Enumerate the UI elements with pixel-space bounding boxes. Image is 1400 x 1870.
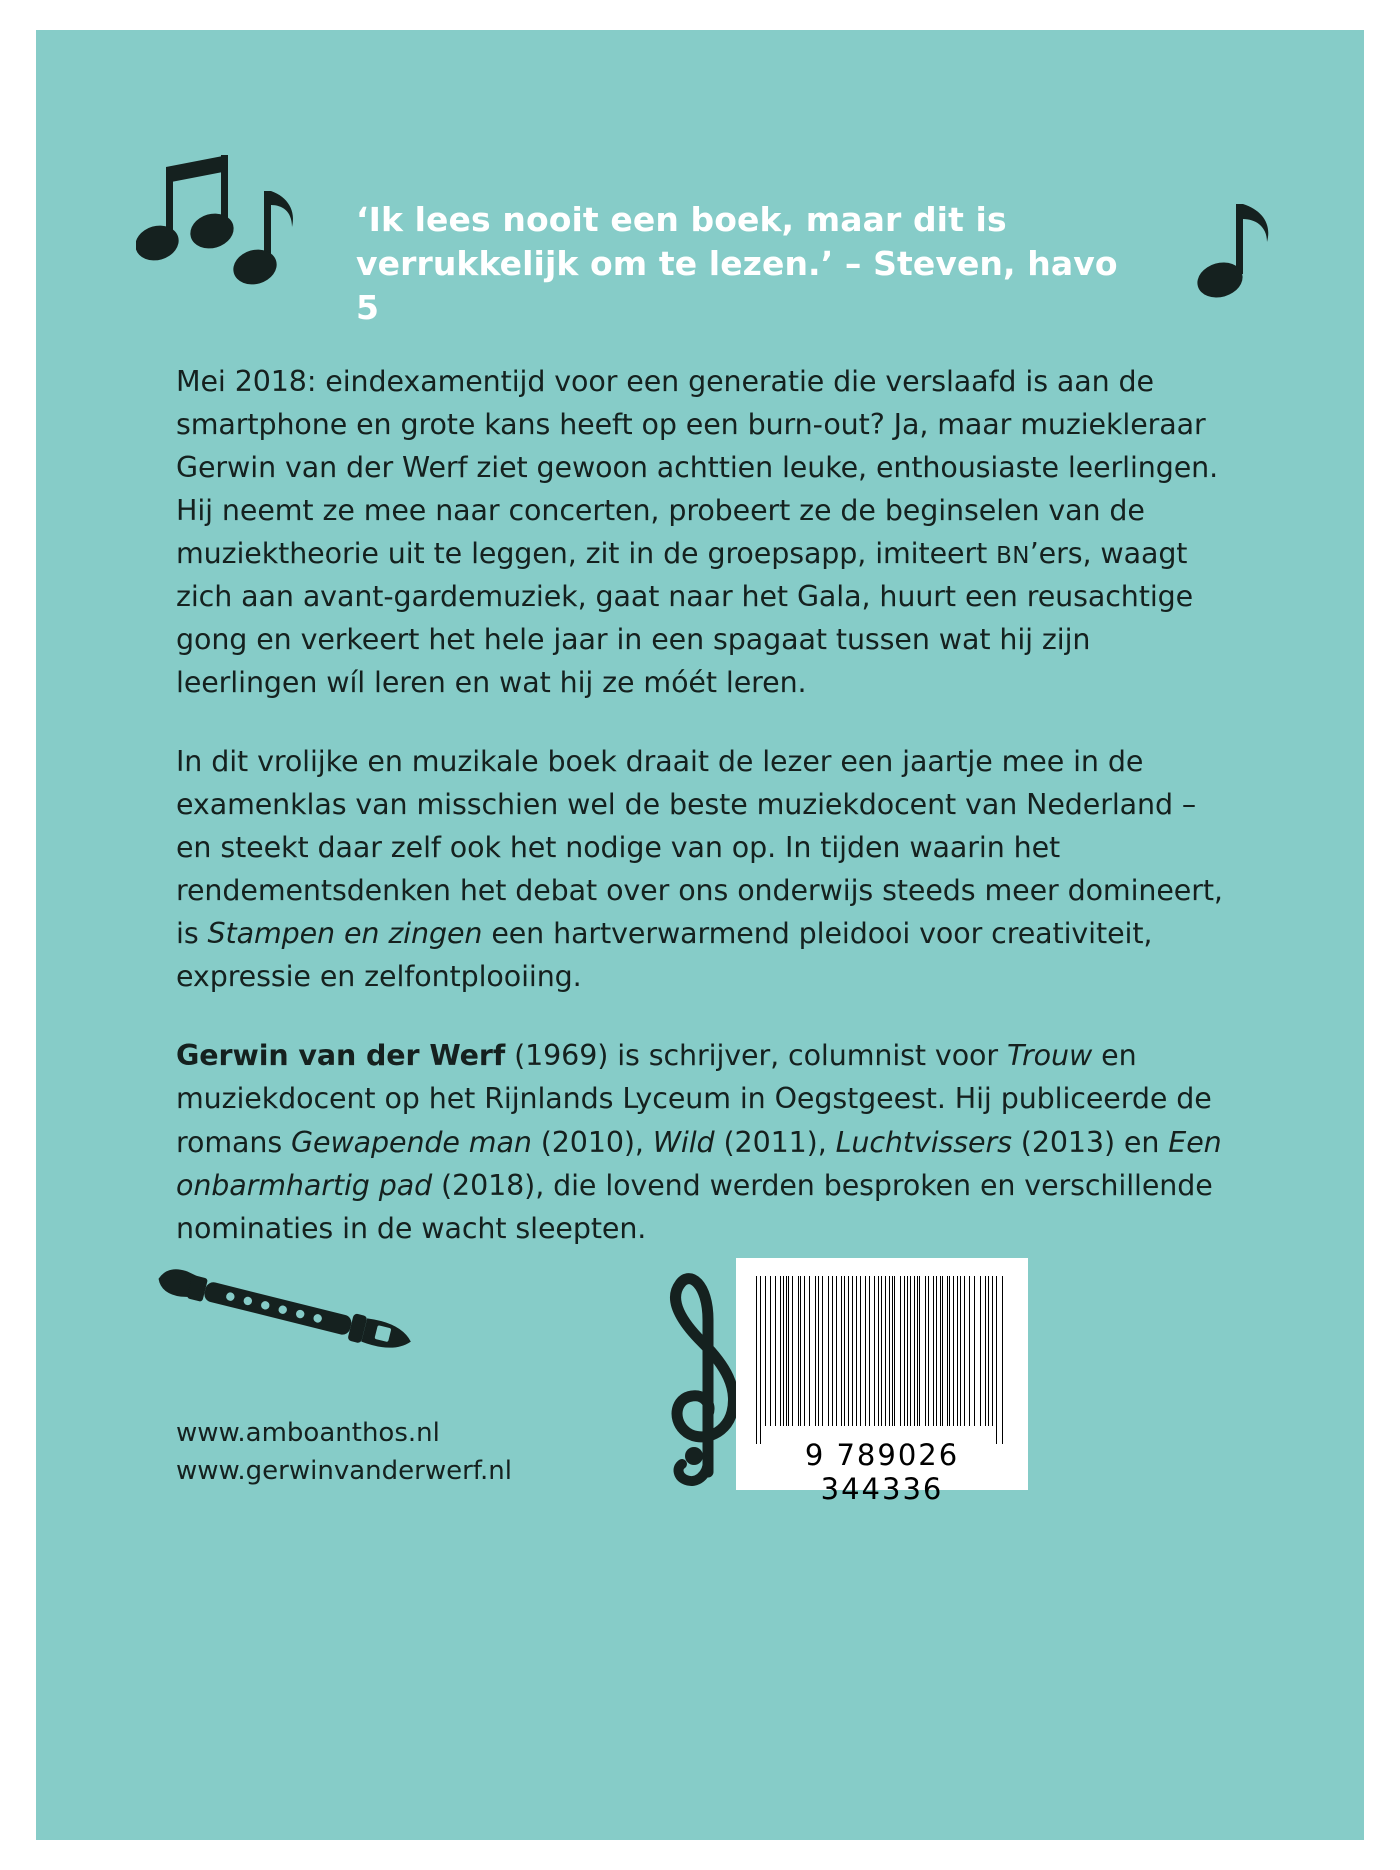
barcode-digits: 9 789026 344336 xyxy=(804,1438,960,1506)
cover-quote xyxy=(356,198,1136,330)
previous-book-1: Gewapende man xyxy=(291,1125,532,1159)
previous-book-4: Een onbarmhartig pad xyxy=(176,1125,1222,1202)
blurb-paragraph-1: Mei 2018: eindexamentijd voor een generatie die verslaafd is aan de smartphone en grote kans heeft op een burn-out? Ja, maar muziekleraar Gerwin van der Werf ziet gewoon achttien leuke, enthousiaste leerlingen. Hij neemt ze mee naar concerten, probeert ze de beginselen van de muziektheorie uit te leggen, zit in de groepsapp, imiteert BN’ers, waagt zich aan avant-gardemuziek, gaat naar het Gala, huurt een reusachtige gong en verkeert het hele jaar in een spagaat tussen wat hij zijn leerlingen wíl leren en wat hij ze móét leren. xyxy=(176,365,1219,700)
previous-book-2: Wild xyxy=(652,1125,715,1159)
music-note-icon xyxy=(1174,200,1284,310)
footer-urls xyxy=(176,1415,512,1490)
book-back-cover xyxy=(36,30,1364,1840)
author-name: Gerwin van der Werf xyxy=(176,1039,506,1073)
previous-book-3: Luchtvissers xyxy=(835,1125,1012,1159)
quote-line-1: ‘Ik lees nooit een boek, maar dit is xyxy=(356,200,1007,239)
publisher-url[interactable]: www.amboanthos.nl xyxy=(176,1418,440,1448)
recorder-flute-icon xyxy=(144,1268,454,1378)
back-cover-blurb xyxy=(176,360,1231,1250)
newspaper-title: Trouw xyxy=(1006,1039,1093,1073)
author-bio-paragraph: Gerwin van der Werf (1969) is schrijver, columnist voor Trouw en muziekdocent op het Rijnlands Lyceum in Oegstgeest. Hij publiceerde de romans Gewapende man (2010), Wild (2011), Luchtvissers (2013) en Een onbarmhartig pad (2018), die lovend werden besproken en verschillende nominaties in de wacht sleepten. xyxy=(176,1039,1222,1245)
quote-line-2: verrukkelijk om te lezen.’ – Steven, havo 5 xyxy=(356,243,1118,327)
barcode-bars xyxy=(756,1276,1008,1426)
blurb-paragraph-2: In dit vrolijke en muzikale boek draait de lezer een jaartje mee in de examenklas van misschien wel de beste muziekdocent van Nederland – en steekt daar zelf ook het nodige van op. In tijden waarin het rendementsdenken het debat over ons onderwijs steeds meer domineert, is Stampen en zingen een hartverwarmend pleidooi voor creativiteit, expressie en zelfontplooiing. xyxy=(176,745,1223,994)
quote-section xyxy=(36,30,1364,330)
music-notes-icon xyxy=(136,155,316,295)
barcode xyxy=(736,1258,1028,1506)
author-url[interactable]: www.gerwinvanderwerf.nl xyxy=(176,1455,512,1486)
bn-smallcaps: BN xyxy=(996,543,1030,570)
book-title-italic: Stampen en zingen xyxy=(207,917,483,951)
